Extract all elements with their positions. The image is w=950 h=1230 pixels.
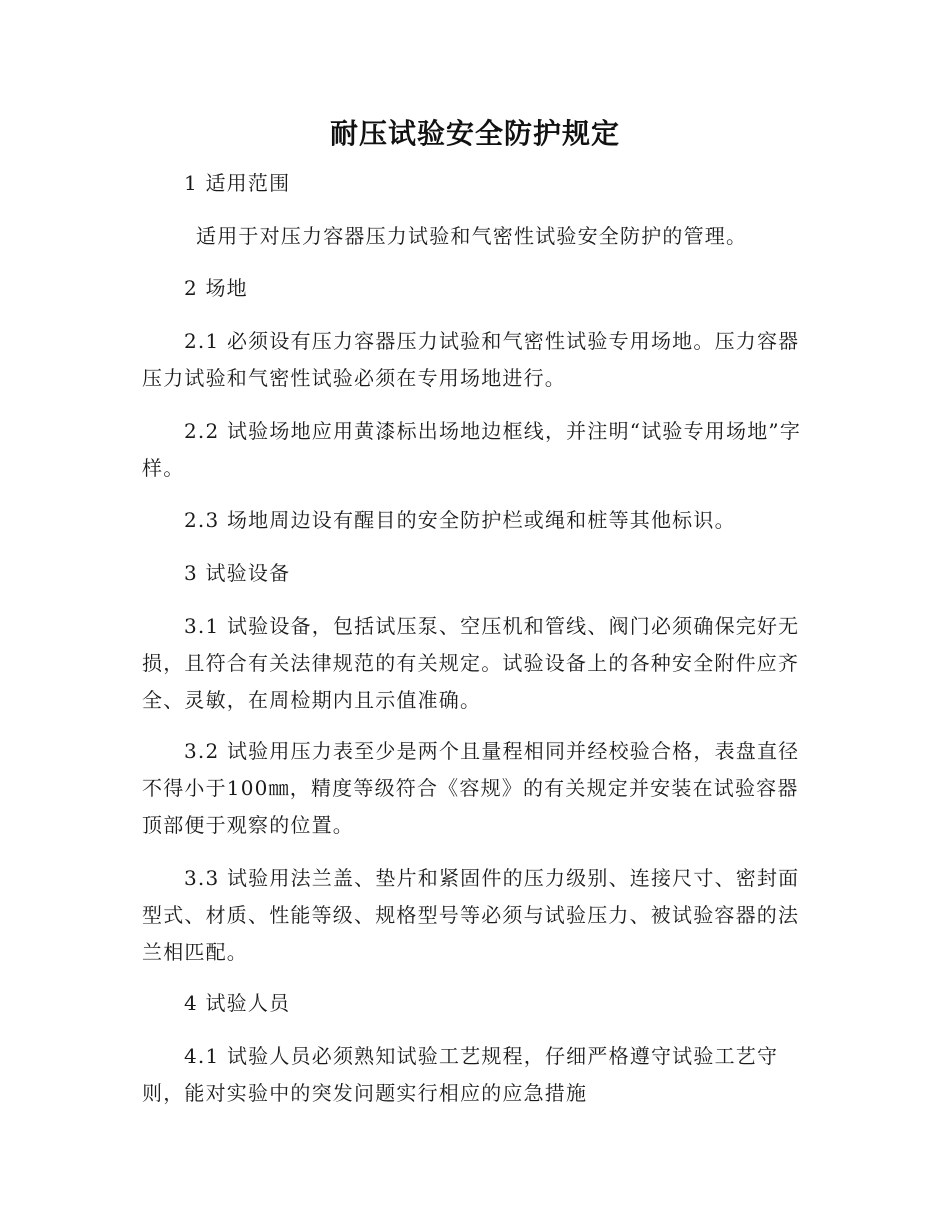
document-title: 耐压试验安全防护规定 [329, 117, 620, 150]
paragraph-3-1: 3.1 试验设备，包括试压泵、空压机和管线、阀门必须确保完好无损，且符合有关法律规范的有关规定。试验设备上的各种安全附件应齐全、灵敏，在周检期内且示值准确。 [142, 614, 800, 712]
section-1-body: 适用于对压力容器压力试验和气密性试验安全防护的管理。 [196, 224, 748, 248]
section-3-heading: 3 试验设备 [184, 561, 291, 585]
section-4-heading: 4 试验人员 [184, 991, 291, 1015]
paragraph-4-1: 4.1 试验人员必须熟知试验工艺规程，仔细严格遵守试验工艺守则，能对实验中的突发问题实行相应的应急措施 [142, 1044, 779, 1105]
paragraph-2-2: 2.2 试验场地应用黄漆标出场地边框线，并注明“试验专用场地”字样。 [142, 419, 802, 480]
section-2-heading: 2 场地 [184, 276, 248, 300]
paragraph-3-2: 3.2 试验用压力表至少是两个且量程相同并经校验合格，表盘直径不得小于100㎜，精度等级符合《容规》的有关规定并安装在试验容器顶部便于观察的位置。 [142, 739, 800, 837]
paragraph-2-3: 2.3 场地周边设有醒目的安全防护栏或绳和桩等其他标识。 [184, 508, 736, 532]
paragraph-3-3: 3.3 试验用法兰盖、垫片和紧固件的压力级别、连接尺寸、密封面型式、材质、性能等级、规格型号等必须与试验压力、被试验容器的法兰相匹配。 [142, 866, 800, 964]
paragraph-2-1: 2.1 必须设有压力容器压力试验和气密性试验专用场地。压力容器压力试验和气密性试验必须在专用场地进行。 [142, 329, 800, 390]
section-1-heading: 1 适用范围 [184, 171, 291, 195]
